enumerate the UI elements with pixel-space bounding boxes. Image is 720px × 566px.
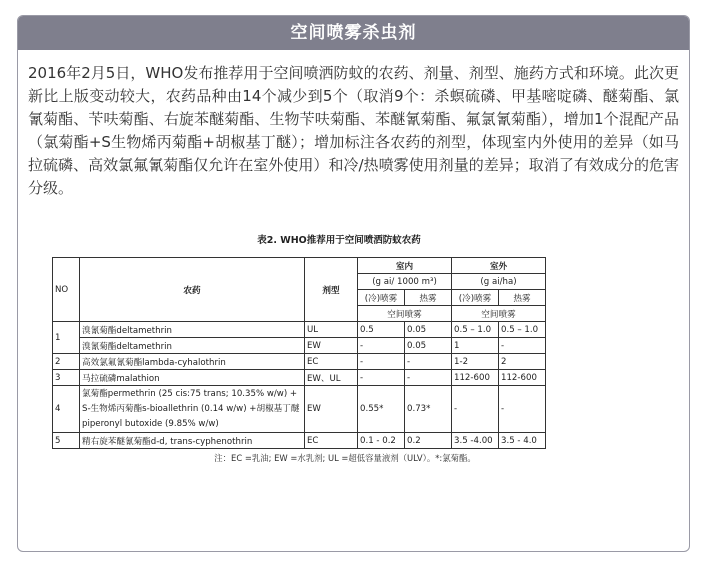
header-outdoor-space-spray: 空间喷雾 — [452, 306, 546, 322]
card-title: 空间喷雾杀虫剂 — [18, 16, 689, 50]
table-row — [53, 370, 546, 386]
cell-outdoor-hot: - — [499, 386, 546, 433]
cell-no: 4 — [53, 386, 80, 433]
header-pesticide: 农药 — [80, 258, 305, 322]
header-outdoor: 室外 — [452, 258, 546, 274]
cell-outdoor-hot: 2 — [499, 354, 546, 370]
cell-formulation: EW、UL — [305, 370, 358, 386]
cell-indoor-cold: - — [358, 370, 405, 386]
table-title: 表2. WHO推荐用于空间喷洒防蚊农药 — [257, 235, 421, 246]
header-outdoor-hot: 热雾 — [499, 290, 546, 306]
table-row — [53, 433, 546, 449]
header-no: NO — [53, 258, 80, 322]
cell-formulation: EW — [305, 386, 358, 433]
header-formulation: 剂型 — [305, 258, 358, 322]
cell-outdoor-cold: 1-2 — [452, 354, 499, 370]
cell-formulation: EC — [305, 433, 358, 449]
cell-pesticide: 溴氰菊酯deltamethrin — [80, 322, 305, 338]
description-paragraph: 2016年2月5日，WHO发布推荐用于空间喷洒防蚊的农药、剂量、剂型、施药方式和环境。此次更新比上版变动较大，农药品种由14个减少到5个（取消9个：杀螟硫磷、甲基嘧啶磷、醚菊酯、氯氰菊酯、苄呋菊酯、右旋苯醚菊酯、生物苄呋菊酯、苯醚氰菊酯、氟氯氰菊酯），增加1个混配产品（氯菊酯+S生物烯丙菊酯+胡椒基丁醚）；增加标注各农药的剂型，体现室内外使用的差异（如马拉硫磷、高效氯氟氰菊酯仅允许在室外使用）和冷/热喷雾使用剂量的差异；取消了有效成分的危害分级。 — [28, 64, 679, 197]
cell-no: 1 — [53, 322, 80, 354]
cell-indoor-hot: 0.05 — [405, 338, 452, 354]
header-indoor: 室内 — [358, 258, 452, 274]
cell-formulation: EW — [305, 338, 358, 354]
table-footnote: 注：EC =乳油; EW =水乳剂; UL =超低容量液剂（ULV）。*:氯菊酯。 — [214, 453, 476, 463]
cell-indoor-cold: 0.5 — [358, 322, 405, 338]
cell-pesticide: 氯菊酯permethrin (25 cis:75 trans; 10.35% w/w) + S-生物烯丙菊酯s-bioallethrin (0.14 w/w) +胡椒基丁醚piperonyl butoxide (9.85% w/w) — [80, 386, 305, 433]
table-figure — [40, 232, 630, 464]
cell-pesticide: 马拉硫磷malathion — [80, 370, 305, 386]
header-indoor-unit: (g ai/ 1000 m³) — [358, 274, 452, 290]
cell-outdoor-cold: 1 — [452, 338, 499, 354]
cell-pesticide: 高效氯氟氰菊酯lambda-cyhalothrin — [80, 354, 305, 370]
cell-outdoor-hot: 0.5 – 1.0 — [499, 322, 546, 338]
cell-outdoor-cold: 3.5 -4.00 — [452, 433, 499, 449]
table-row — [53, 322, 546, 338]
cell-no: 2 — [53, 354, 80, 370]
cell-indoor-hot: - — [405, 370, 452, 386]
cell-no: 3 — [53, 370, 80, 386]
cell-pesticide: 精右旋苯醚氰菊酯d-d, trans-cyphenothrin — [80, 433, 305, 449]
cell-indoor-hot: 0.05 — [405, 322, 452, 338]
cell-indoor-hot: 0.2 — [405, 433, 452, 449]
header-indoor-cold: (冷)喷雾 — [358, 290, 405, 306]
header-indoor-space-spray: 空间喷雾 — [358, 306, 452, 322]
cell-formulation: UL — [305, 322, 358, 338]
cell-outdoor-hot: - — [499, 338, 546, 354]
cell-indoor-cold: - — [358, 354, 405, 370]
pesticide-table — [52, 257, 546, 449]
cell-indoor-cold: - — [358, 338, 405, 354]
cell-outdoor-hot: 3.5 - 4.0 — [499, 433, 546, 449]
header-indoor-hot: 热雾 — [405, 290, 452, 306]
cell-outdoor-cold: 0.5 – 1.0 — [452, 322, 499, 338]
cell-pesticide: 溴氰菊酯deltamethrin — [80, 338, 305, 354]
cell-formulation: EC — [305, 354, 358, 370]
cell-outdoor-hot: 112-600 — [499, 370, 546, 386]
header-outdoor-cold: (冷)喷雾 — [452, 290, 499, 306]
header-outdoor-unit: (g ai/ha) — [452, 274, 546, 290]
cell-indoor-hot: - — [405, 354, 452, 370]
cell-outdoor-cold: - — [452, 386, 499, 433]
table-row — [53, 386, 546, 433]
table-row — [53, 338, 546, 354]
table-row — [53, 354, 546, 370]
cell-outdoor-cold: 112-600 — [452, 370, 499, 386]
cell-indoor-cold: 0.1 - 0.2 — [358, 433, 405, 449]
cell-indoor-cold: 0.55* — [358, 386, 405, 433]
cell-indoor-hot: 0.73* — [405, 386, 452, 433]
cell-no: 5 — [53, 433, 80, 449]
